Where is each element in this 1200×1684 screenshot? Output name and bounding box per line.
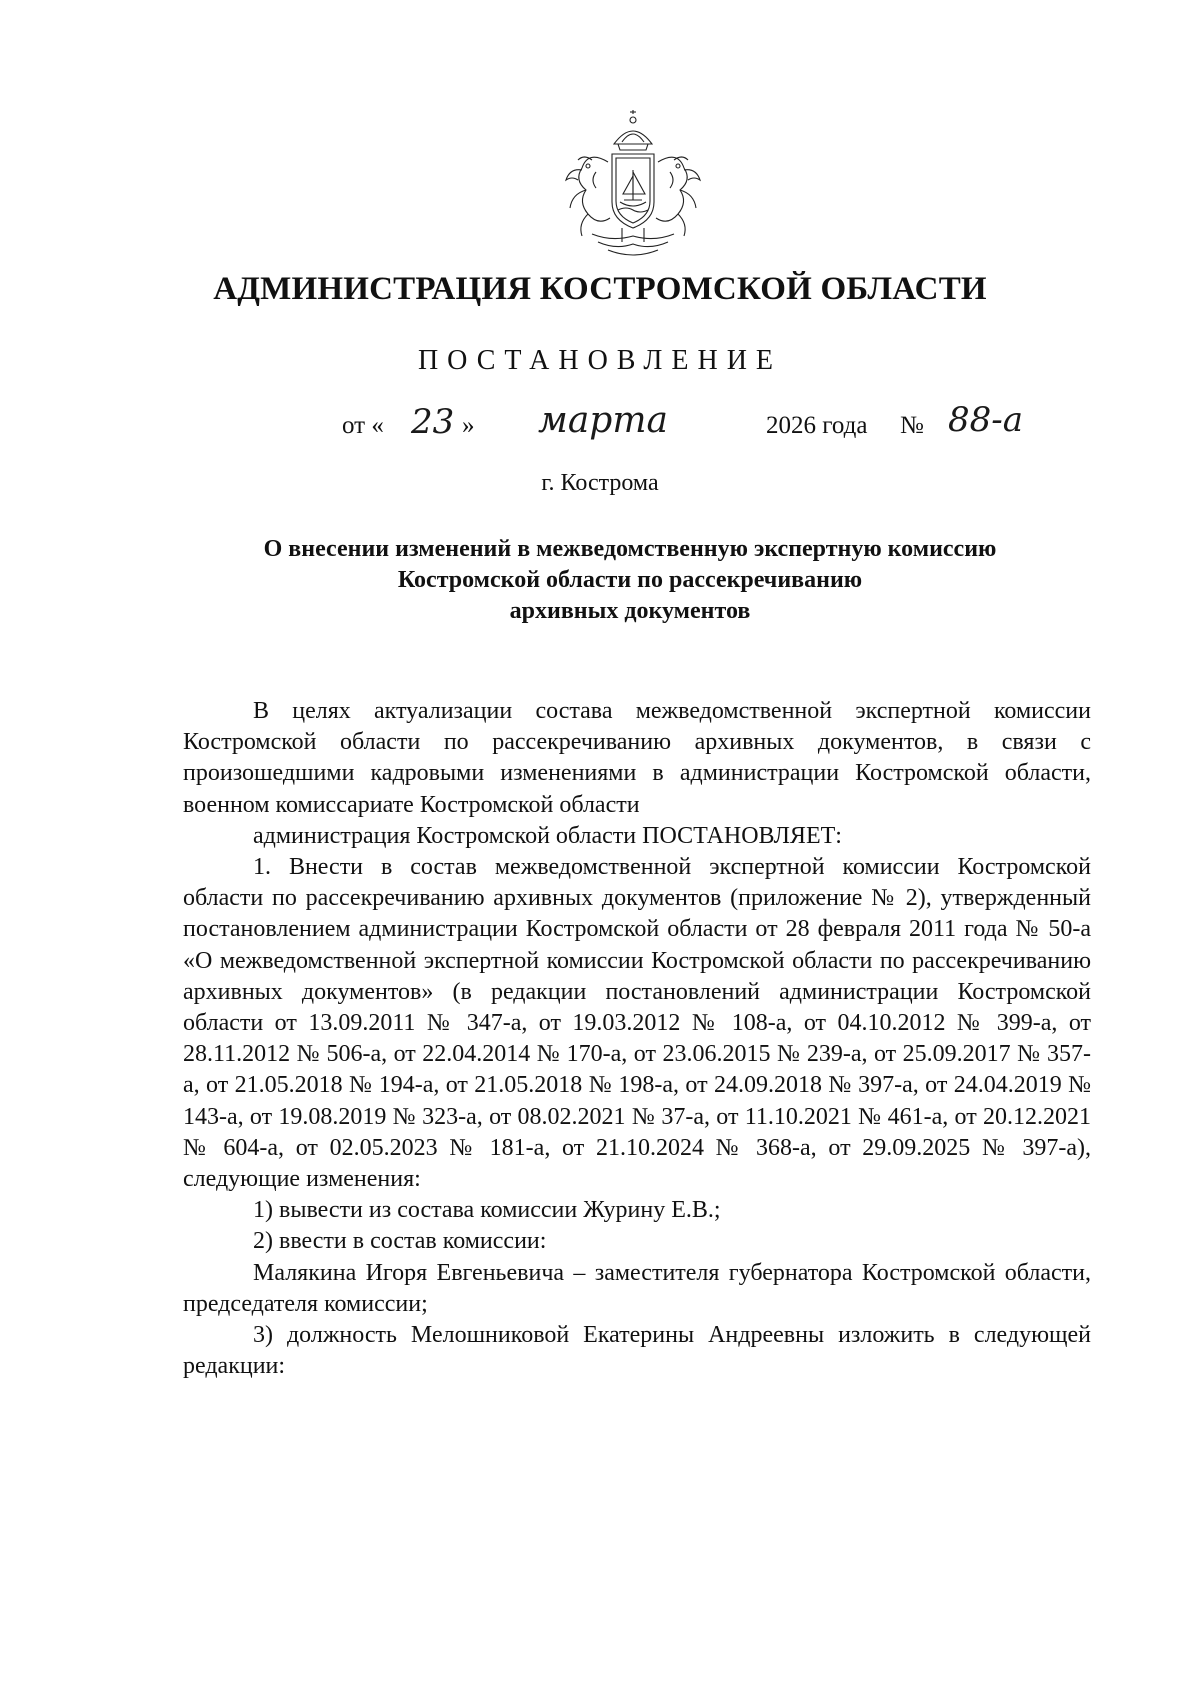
organization-title: АДМИНИСТРАЦИЯ КОСТРОМСКОЙ ОБЛАСТИ (213, 271, 987, 307)
body-paragraph-2: администрация Костромской области ПОСТАНОВЛЯЕТ: (253, 822, 842, 849)
year-text: 2026 года (766, 412, 868, 439)
document-body (183, 696, 1091, 1382)
body-paragraph-4: 1) вывести из состава комиссии Журину Е.В.; (253, 1197, 721, 1224)
subject-line-3: архивных документов (509, 598, 751, 624)
number-sign: № (900, 412, 924, 439)
date-day-suffix: » (462, 412, 475, 439)
body-paragraph-3: 1. Внести в состав межведомственной экспертной комиссии Костромской области по рассекречиванию архивных документов (приложение № 2), утвержденный постановлением администрации Костромской области от 28 февраля 2011 года № 50-а «О межведомственной экспертной комиссии Костромской области по рассекречиванию архивных документов» (в редакции постановлений администрации Костромской области от 13.09.2011 № 347-а, от 19.03.2012 № 108-а, от 04.10.2012 № 399-а, от 28.11.2012 № 506-а, от 22.04.2014 № 170-а, от 23.06.2015 № 239-а, от 25.09.2017 № 357-а, от 21.05.2018 № 194-а, от 21.05.2018 № 198-а, от 24.09.2018 № 397-а, от 24.04.2019 № 143-а, от 19.08.2019 № 323-а, от 08.02.2021 № 37-а, от 11.10.2021 № 461-а, от 20.12.2021 № 604-а, от 02.05.2023 № 181-а, от 21.10.2024 № 368-а, от 29.09.2025 № 397-а), следующие изменения: (183, 854, 1091, 1193)
body-paragraph-1: В целях актуализации состава межведомственной экспертной комиссии Костромской области по рассекречиванию архивных документов, в связи с произошедшими кадровыми изменениями в администрации Костромской области, военном комиссариате Костромской области (183, 698, 1091, 818)
document-type: ПОСТАНОВЛЕНИЕ (417, 345, 783, 376)
subject-line-1: О внесении изменений в межведомственную экспертную комиссию (263, 536, 997, 562)
document-subject (180, 534, 1080, 627)
coat-of-arms-emblem (552, 110, 714, 260)
day-handwritten: 23 (411, 402, 455, 442)
subject-line-2: Костромской области по рассекречиванию (397, 567, 863, 593)
date-prefix: от « (342, 412, 384, 439)
date-number-line (0, 400, 1200, 454)
city: г. Кострома (541, 470, 659, 496)
number-handwritten: 88-а (948, 400, 1024, 440)
month-handwritten: марта (538, 400, 668, 441)
body-paragraph-5: 2) ввести в состав комиссии: (253, 1228, 547, 1255)
body-paragraph-6: Малякина Игоря Евгеньевича – заместителя губернатора Костромской области, председателя комиссии; (183, 1259, 1091, 1317)
body-paragraph-7: 3) должность Мелошниковой Екатерины Андреевны изложить в следующей редакции: (183, 1322, 1091, 1380)
